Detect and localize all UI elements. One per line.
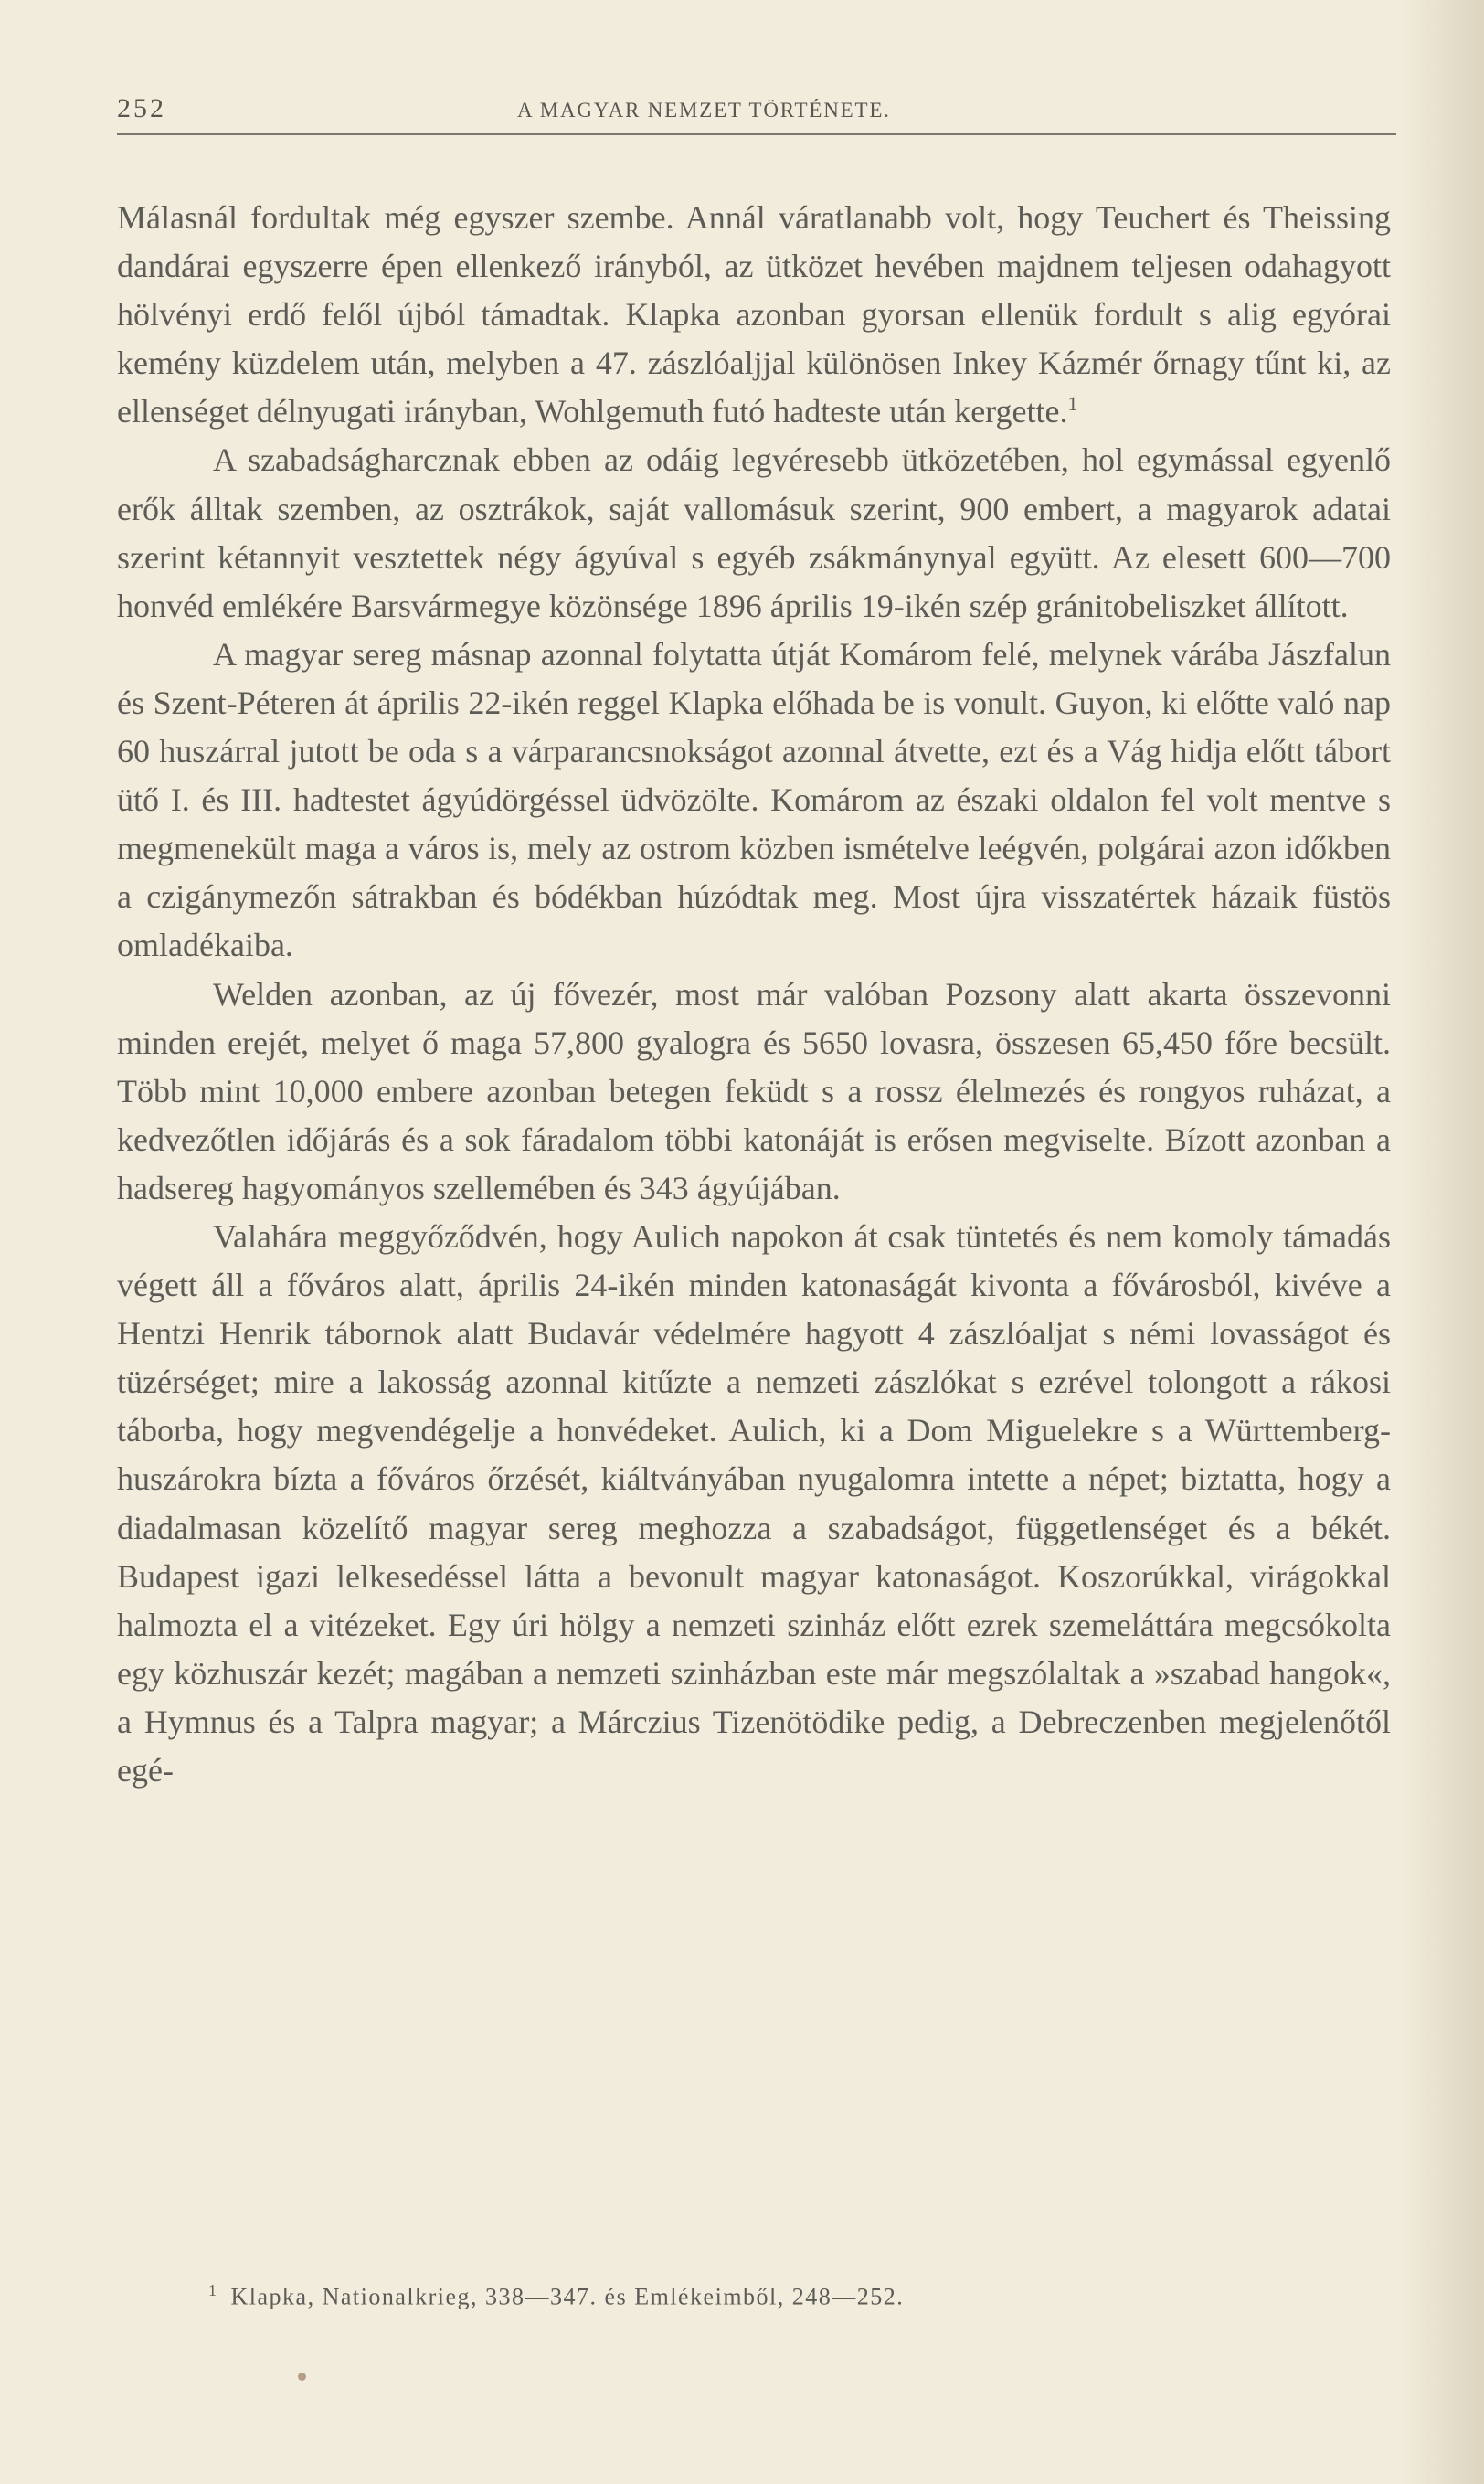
footnote-text: Klapka, Nationalkrieg, 338—347. és Emlékeimből, 248—252. [230, 2283, 905, 2310]
paragraph-5: Valahára meggyőződvén, hogy Aulich napokon át csak tüntetés és nem komoly támadás végett áll a főváros alatt, április 24-ikén minden katonaságát kivonta a fővárosból, kivéve a Hentzi Henrik tábornok alatt Budavár védelmére hagyott 4 zászlóaljat s némi lovasságot és tüzérséget; mire a lakosság azonnal kitűzte a nemzeti zászlókat s ezrével tolongott a rákosi táborba, hogy megvendégelje a honvédeket. Aulich, ki a Dom Miguelekre s a Württemberg-huszárokra bízta a főváros őrzését, kiáltványában nyugalomra intette a népet; biztatta, hogy a diadalmasan közelítő magyar sereg meghozza a szabadságot, függetlenséget és a békét. Budapest igazi lelkesedéssel látta a bevonult magyar katonaságot. Koszorúkkal, virágokkal halmozta el a vitézeket. Egy úri hölgy a nemzeti szinház előtt ezrek szemeláttára megcsókolta egy közhuszár kezét; magában a nemzeti szinházban este már megszólaltak a »szabad hangok«, a Hymnus és a Talpra magyar; a Márczius Tizenötödike pedig, a Debreczenben megjelenőtől egé- [117, 1217, 1391, 1789]
paragraph-3: A magyar sereg másnap azonnal folytatta útját Komárom felé, melynek várába Jászfalun és Szent-Péteren át április 22-ikén reggel Klapka előhada be is vonult. Guyon, ki előtte való nap 60 huszárral jutott be oda s a várparancsnokságot azonnal átvette, ezt és a Vág hidja előtt tábort ütő I. és III. hadtestet ágyúdörgéssel üdvözölte. Komárom az északi oldalon fel volt mentve s megmenekült maga a város is, mely az ostrom közben ismételve leégvén, polgárai azon időkben a czigánymezőn sátrakban és bódékban húzódtak meg. Most újra visszatértek házaik füstös omladékaiba. [117, 635, 1391, 964]
page-header [117, 93, 1396, 135]
paragraph-2: A szabadságharcznak ebben az odáig legvéresebb ütközetében, hol egymással egyenlő erők álltak szemben, az osztrákok, saját vallomásuk szerint, 900 embert, a magyarok adatai szerint kétannyit vesztettek négy ágyúval s egyéb zsákmánynyal együtt. Az elesett 600—700 honvéd emlékére Barsvármegye közönsége 1896 április 19-ikén szép gránitobeliszket állított. [117, 441, 1391, 624]
page-number: 252 [117, 93, 166, 123]
paragraph-1 [117, 194, 1391, 436]
footnote-marker: 1 [208, 2281, 218, 2299]
paragraph-1-text: Málasnál fordultak még egyszer szembe. Annál váratlanabb volt, hogy Teuchert és Theissing dandárai egyszerre épen ellenkező irányból, az ütközet hevében majdnem teljesen odahagyott hölvényi erdő felől újból támadtak. Klapka azonban gyorsan ellenük fordult s alig egyórai kemény küzdelem után, melyben a 47. zászlóaljjal különösen Inkey Kázmér őrnagy tűnt ki, az ellenséget délnyugati irányban, Wohlgemuth futó hadteste után kergette. [117, 199, 1391, 430]
running-title: A MAGYAR NEMZET TÖRTÉNETE. [517, 99, 891, 122]
ink-spot [298, 2373, 306, 2381]
body-text [117, 194, 1391, 1795]
paragraph-4: Welden azonban, az új fővezér, most már valóban Pozsony alatt akarta összevonni minden erejét, melyet ő maga 57,800 gyalogra és 5650 lovasra, összesen 65,450 főre becsült. Több mint 10,000 embere azonban betegen feküdt s a rossz élelmezés és rongyos ruházat, a kedvezőtlen időjárás és a sok fáradalom többi katonáját is erősen megviselte. Bízott azonban a hadsereg hagyományos szellemében és 343 ágyújában. [117, 975, 1391, 1206]
footnote [208, 2281, 1259, 2311]
page-edge-shadow [1402, 0, 1484, 2484]
footnote-reference: 1 [1067, 392, 1078, 416]
